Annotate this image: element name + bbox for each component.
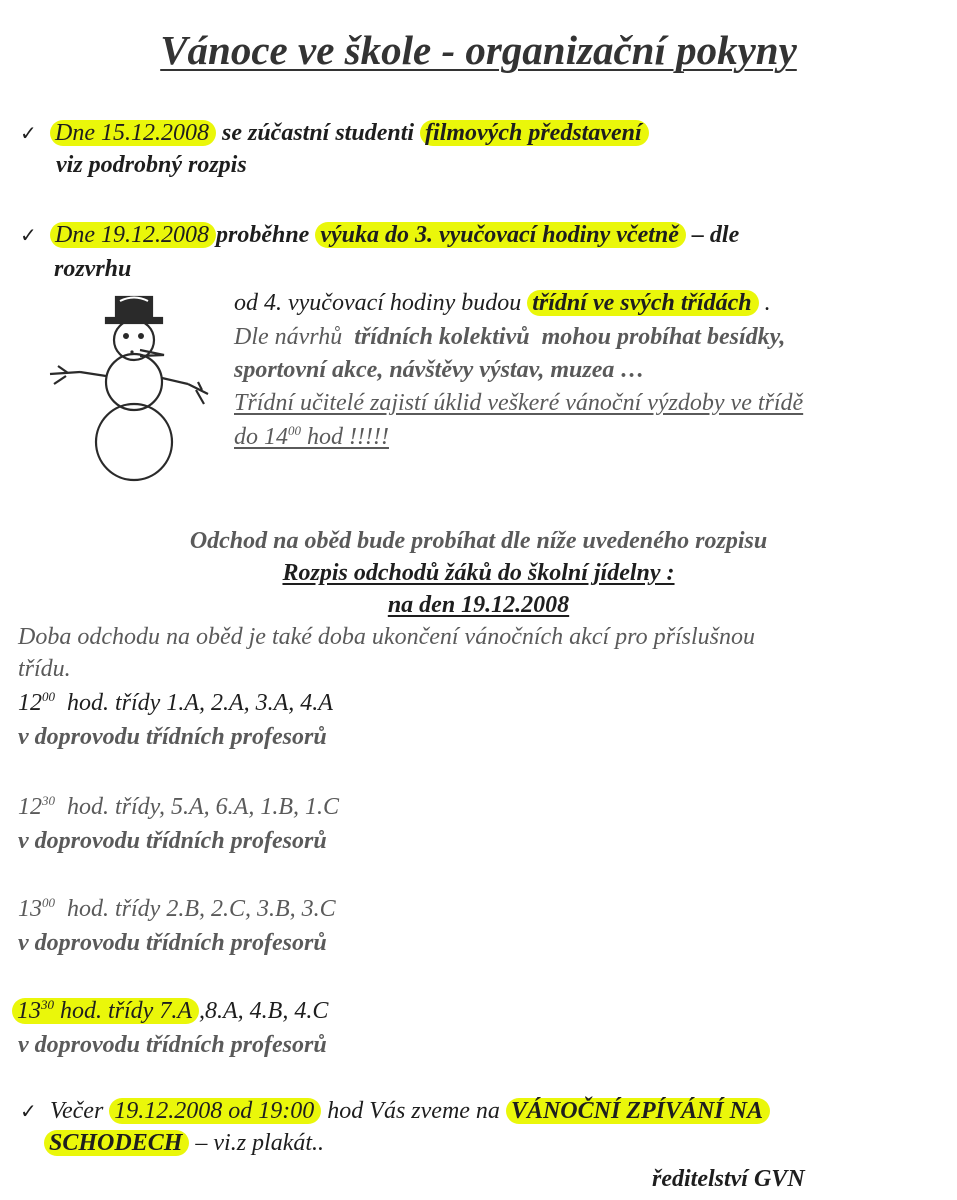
- class-paragraph-4: Třídní učitelé zajistí úklid veškeré vánoční výzdoby ve třídě: [234, 390, 804, 416]
- item-text: proběhne: [215, 222, 310, 248]
- singing-highlight: VÁNOČNÍ ZPÍVÁNÍ NA: [506, 1098, 770, 1124]
- lunch-note-2: třídu.: [18, 656, 71, 682]
- p1-text: od 4. vyučovací hodiny budou: [234, 290, 522, 316]
- class-paragraph-5: [234, 422, 389, 452]
- time-highlight: 19.12.2008 od 19:00: [109, 1098, 321, 1124]
- p2-a: Dle návrhů: [234, 324, 343, 350]
- slot-hour: 12: [18, 690, 42, 716]
- item-tail: – dle: [691, 222, 740, 248]
- slot-1230-escort: v doprovodu třídních profesorů: [18, 828, 327, 854]
- item-dec-19-line2: rozvrhu: [54, 256, 132, 282]
- slot-label: hod. třídy, 5.A, 6.A, 1.B, 1.C: [67, 794, 339, 820]
- class-paragraph-2: [234, 322, 785, 352]
- slot-hour: 13: [17, 998, 41, 1024]
- lunch-note: Doba odchodu na oběd je také doba ukončení vánočních akcí pro příslušnou: [18, 624, 755, 650]
- slot-hour: 12: [18, 794, 42, 820]
- slot-min: 00: [42, 689, 55, 704]
- stairs-highlight: SCHODECH: [44, 1130, 189, 1156]
- slot-1300-escort: v doprovodu třídních profesorů: [18, 930, 327, 956]
- slot-label: hod. třídy 7.A: [60, 998, 192, 1024]
- p5-b: hod !!!!!: [307, 424, 389, 450]
- slot-min: 30: [42, 793, 55, 808]
- date-highlight: Dne 15.12.2008: [50, 120, 216, 146]
- slot-1200-escort: v doprovodu třídních profesorů: [18, 724, 327, 750]
- slot-label: hod. třídy 2.B, 2.C, 3.B, 3.C: [67, 896, 336, 922]
- slot-1230: [18, 792, 339, 822]
- p2-c: mohou probíhat besídky,: [541, 324, 786, 350]
- check-icon: ✓: [20, 1099, 37, 1123]
- slot-1200: [18, 688, 333, 718]
- p5-sup: 00: [288, 423, 301, 438]
- item-dec-19: [20, 220, 739, 250]
- class-paragraph-1: [234, 288, 771, 318]
- evening-label: Večer: [50, 1098, 104, 1124]
- lesson-highlight: výuka do 3. vyučovací hodiny včetně: [315, 222, 686, 248]
- p1-end: .: [764, 290, 771, 316]
- page-title: Vánoce ve škole - organizační pokyny: [160, 27, 797, 73]
- slot-1300: [18, 894, 336, 924]
- slot-1330-highlight: [12, 998, 199, 1024]
- class-highlight: třídní ve svých třídách: [527, 290, 758, 316]
- lunch-date: na den 19.12.2008: [387, 592, 570, 618]
- slot-min: 00: [42, 895, 55, 910]
- slot-label-rest: ,8.A, 4.B, 4.C: [199, 998, 329, 1024]
- signature: ředitelství GVN: [652, 1166, 805, 1192]
- class-paragraph-3: sportovní akce, návštěvy výstav, muzea …: [234, 357, 645, 383]
- slot-label: hod. třídy 1.A, 2.A, 3.A, 4.A: [67, 690, 333, 716]
- p2-b: třídních kolektivů: [354, 324, 530, 350]
- item-dec-15-line2: viz podrobný rozpis: [56, 152, 247, 178]
- slot-min: 30: [41, 997, 54, 1012]
- item-dec-15: [20, 118, 649, 148]
- slot-1330-escort: v doprovodu třídních profesorů: [18, 1032, 327, 1058]
- poster-ref: – vi.z plakát..: [195, 1130, 325, 1156]
- item-singing: [20, 1096, 770, 1126]
- item-text: se zúčastní studenti: [221, 120, 415, 146]
- check-icon: ✓: [20, 223, 37, 247]
- film-highlight: filmových představení: [420, 120, 649, 146]
- snowman-illustration: [40, 292, 215, 482]
- slot-1330: [12, 996, 328, 1026]
- p5-a: do 14: [234, 424, 288, 450]
- date-highlight: Dne 19.12.2008: [50, 222, 216, 248]
- check-icon: ✓: [20, 121, 37, 145]
- lunch-intro: Odchod na oběd bude probíhat dle níže uvedeného rozpisu: [189, 528, 768, 554]
- invite-text: hod Vás zveme na: [327, 1098, 500, 1124]
- item-singing-line2: [44, 1128, 324, 1158]
- lunch-heading: Rozpis odchodů žáků do školní jídelny :: [282, 560, 675, 586]
- slot-hour: 13: [18, 896, 42, 922]
